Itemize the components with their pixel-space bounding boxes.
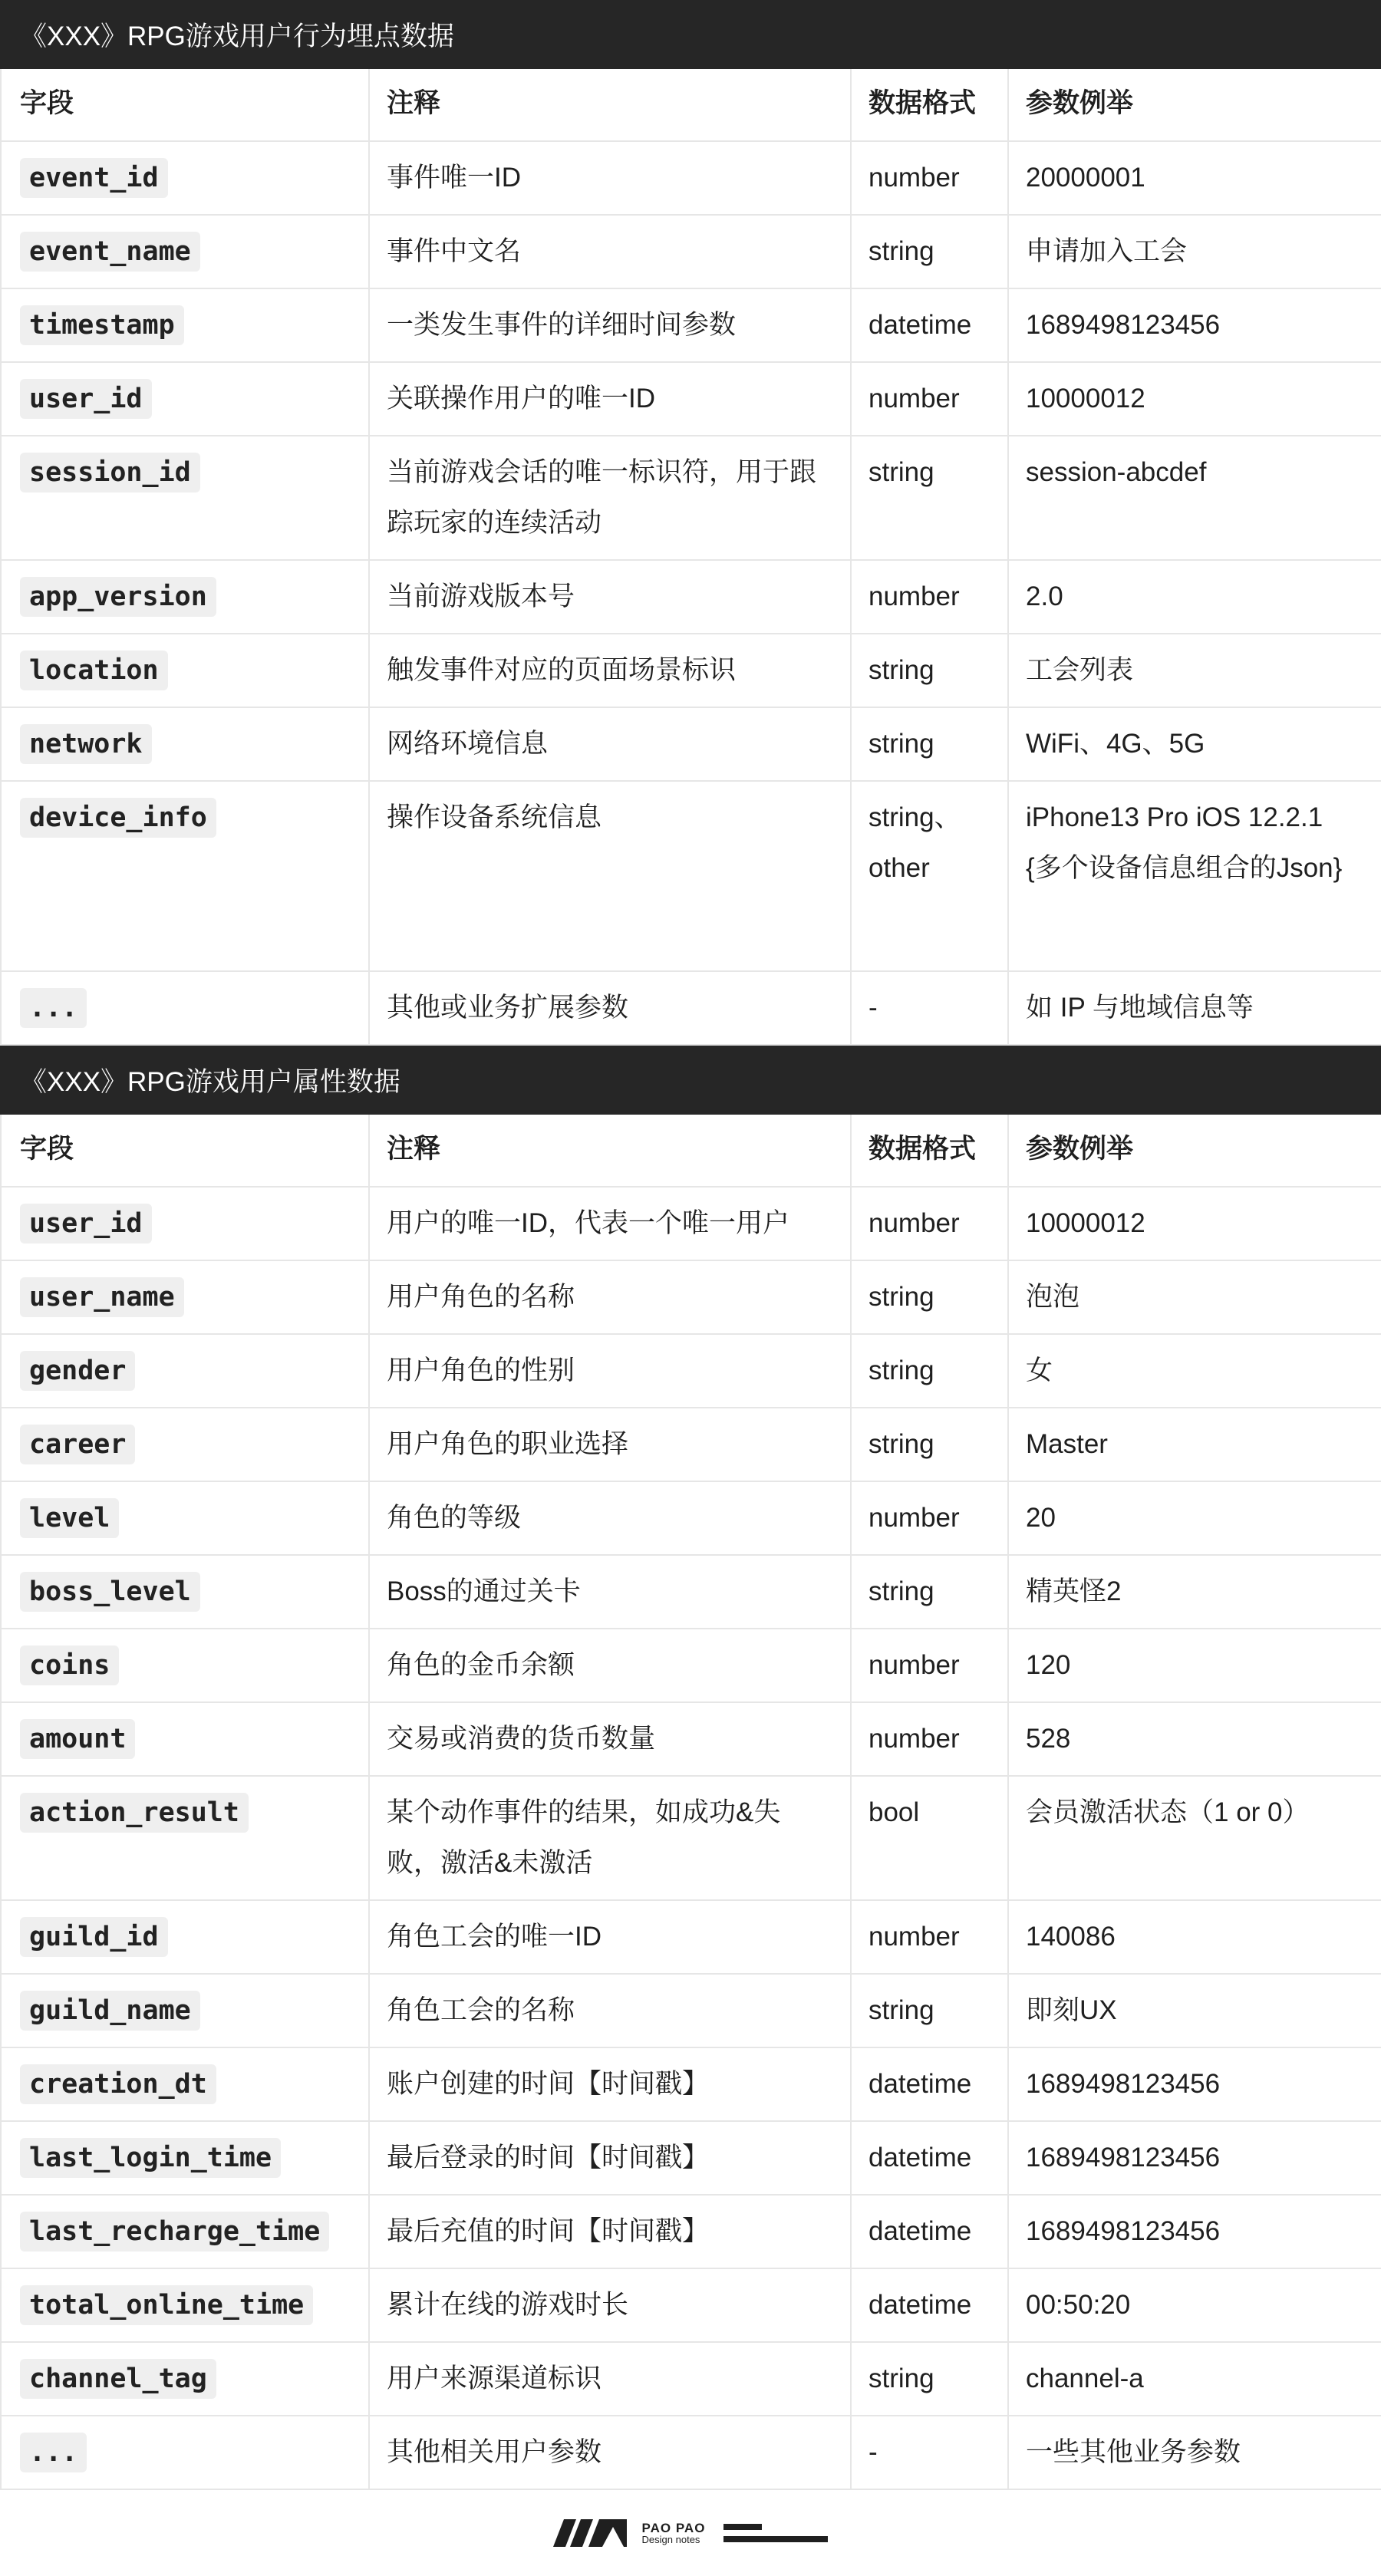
example-cell: 140086: [1008, 1900, 1381, 1974]
example-cell: session-abcdef: [1008, 436, 1381, 560]
section-title-behavior: 《XXX》RPG游戏用户行为埋点数据: [0, 0, 1381, 69]
note-cell: 当前游戏版本号: [369, 560, 851, 634]
field-code: guild_id: [20, 1917, 168, 1957]
table-row: [1, 1481, 1381, 1555]
example-cell: 即刻UX: [1008, 1974, 1381, 2047]
example-cell: Master: [1008, 1408, 1381, 1481]
note-cell: 其他或业务扩展参数: [369, 971, 851, 1045]
format-cell: string: [851, 1555, 1008, 1629]
footer-logo: [0, 2510, 1381, 2556]
note-cell: 事件中文名: [369, 215, 851, 288]
note-cell: 用户角色的职业选择: [369, 1408, 851, 1481]
table-row: [1, 2195, 1381, 2268]
table-row: [1, 2342, 1381, 2416]
field-cell: [1, 436, 369, 560]
table-header-row: [1, 1115, 1381, 1187]
header-example: 参数例举: [1008, 1115, 1381, 1187]
table-row: [1, 1334, 1381, 1408]
note-cell: 角色的等级: [369, 1481, 851, 1555]
field-cell: [1, 560, 369, 634]
header-format: 数据格式: [851, 69, 1008, 141]
format-cell: string、other: [851, 781, 1008, 971]
example-cell: 1689498123456: [1008, 2195, 1381, 2268]
brand-logo-icon: [553, 2519, 630, 2547]
table-row: [1, 1776, 1381, 1900]
example-cell: 528: [1008, 1702, 1381, 1776]
example-cell: 一些其他业务参数: [1008, 2416, 1381, 2489]
field-cell: [1, 215, 369, 288]
example-cell: 如 IP 与地域信息等: [1008, 971, 1381, 1045]
example-cell: 女: [1008, 1334, 1381, 1408]
note-cell: 关联操作用户的唯一ID: [369, 362, 851, 436]
note-cell: 交易或消费的货币数量: [369, 1702, 851, 1776]
note-cell: 操作设备系统信息: [369, 781, 851, 971]
note-cell: 最后登录的时间【时间戳】: [369, 2121, 851, 2195]
format-cell: datetime: [851, 2195, 1008, 2268]
table-row: [1, 436, 1381, 560]
format-cell: datetime: [851, 2047, 1008, 2121]
table-row: [1, 2268, 1381, 2342]
example-cell: 1689498123456: [1008, 2047, 1381, 2121]
field-code: last_recharge_time: [20, 2212, 329, 2252]
table-row: [1, 781, 1381, 971]
note-cell: 账户创建的时间【时间戳】: [369, 2047, 851, 2121]
field-cell: [1, 362, 369, 436]
table-row: [1, 1555, 1381, 1629]
field-code: career: [20, 1425, 135, 1464]
field-code: gender: [20, 1351, 135, 1391]
field-code: action_result: [20, 1793, 249, 1833]
attributes-table: [0, 1115, 1381, 2490]
field-code: network: [20, 724, 152, 764]
section-title-attributes: 《XXX》RPG游戏用户属性数据: [0, 1046, 1381, 1115]
format-cell: string: [851, 1260, 1008, 1334]
table-row: [1, 2416, 1381, 2489]
field-code: amount: [20, 1719, 135, 1759]
field-cell: [1, 1334, 369, 1408]
brand-wordmark: [642, 2522, 706, 2545]
format-cell: datetime: [851, 288, 1008, 362]
table-row: [1, 1408, 1381, 1481]
example-cell: 泡泡: [1008, 1260, 1381, 1334]
table-row: [1, 560, 1381, 634]
table-row: [1, 1974, 1381, 2047]
example-cell: 申请加入工会: [1008, 215, 1381, 288]
field-cell: [1, 288, 369, 362]
example-cell: 20000001: [1008, 141, 1381, 215]
field-cell: [1, 141, 369, 215]
note-cell: 最后充值的时间【时间戳】: [369, 2195, 851, 2268]
field-cell: [1, 2416, 369, 2489]
field-cell: [1, 1900, 369, 1974]
brand-bars-icon: [723, 2524, 828, 2542]
note-cell: 某个动作事件的结果，如成功&失败，激活&未激活: [369, 1776, 851, 1900]
brand-name: PAO PAO: [641, 2521, 706, 2535]
note-cell: 角色工会的名称: [369, 1974, 851, 2047]
header-field: 字段: [1, 1115, 369, 1187]
field-cell: [1, 1481, 369, 1555]
field-code: guild_name: [20, 1991, 200, 2031]
note-cell: 用户的唯一ID，代表一个唯一用户: [369, 1187, 851, 1260]
format-cell: number: [851, 1481, 1008, 1555]
field-cell: [1, 707, 369, 781]
example-cell: 1689498123456: [1008, 288, 1381, 362]
format-cell: string: [851, 215, 1008, 288]
table-row: [1, 288, 1381, 362]
example-cell: 10000012: [1008, 362, 1381, 436]
note-cell: 用户角色的名称: [369, 1260, 851, 1334]
note-cell: Boss的通过关卡: [369, 1555, 851, 1629]
field-code: app_version: [20, 577, 216, 617]
format-cell: number: [851, 1187, 1008, 1260]
field-cell: [1, 1187, 369, 1260]
field-code: timestamp: [20, 305, 184, 345]
table-row: [1, 971, 1381, 1045]
example-cell: 10000012: [1008, 1187, 1381, 1260]
note-cell: 网络环境信息: [369, 707, 851, 781]
example-cell: 20: [1008, 1481, 1381, 1555]
note-cell: 角色工会的唯一ID: [369, 1900, 851, 1974]
field-cell: [1, 1260, 369, 1334]
field-code: user_id: [20, 379, 152, 419]
format-cell: number: [851, 362, 1008, 436]
table-row: [1, 141, 1381, 215]
example-cell: 2.0: [1008, 560, 1381, 634]
format-cell: bool: [851, 1776, 1008, 1900]
format-cell: number: [851, 141, 1008, 215]
format-cell: number: [851, 1629, 1008, 1702]
field-cell: [1, 634, 369, 707]
format-cell: string: [851, 634, 1008, 707]
format-cell: -: [851, 2416, 1008, 2489]
field-cell: [1, 1555, 369, 1629]
field-cell: [1, 2121, 369, 2195]
table-row: [1, 1629, 1381, 1702]
behavior-table: [0, 69, 1381, 1046]
field-code: channel_tag: [20, 2359, 216, 2399]
note-cell: 事件唯一ID: [369, 141, 851, 215]
format-cell: string: [851, 436, 1008, 560]
example-cell: 工会列表: [1008, 634, 1381, 707]
note-cell: 当前游戏会话的唯一标识符，用于跟踪玩家的连续活动: [369, 436, 851, 560]
brand-tagline: Design notes: [641, 2534, 700, 2545]
note-cell: 用户角色的性别: [369, 1334, 851, 1408]
note-cell: 累计在线的游戏时长: [369, 2268, 851, 2342]
field-cell: [1, 1702, 369, 1776]
table-row: [1, 1260, 1381, 1334]
format-cell: datetime: [851, 2268, 1008, 2342]
field-code: user_name: [20, 1277, 184, 1317]
format-cell: number: [851, 1900, 1008, 1974]
note-cell: 一类发生事件的详细时间参数: [369, 288, 851, 362]
example-cell: 120: [1008, 1629, 1381, 1702]
table-row: [1, 2047, 1381, 2121]
header-note: 注释: [369, 69, 851, 141]
field-code: user_id: [20, 1204, 152, 1244]
format-cell: string: [851, 1334, 1008, 1408]
example-cell: 精英怪2: [1008, 1555, 1381, 1629]
format-cell: -: [851, 971, 1008, 1045]
field-code: session_id: [20, 453, 200, 492]
header-field: 字段: [1, 69, 369, 141]
table-row: [1, 215, 1381, 288]
table-row: [1, 362, 1381, 436]
note-cell: 角色的金币余额: [369, 1629, 851, 1702]
field-cell: [1, 2195, 369, 2268]
field-code: creation_dt: [20, 2064, 216, 2104]
field-cell: [1, 1974, 369, 2047]
field-code: boss_level: [20, 1572, 200, 1612]
header-format: 数据格式: [851, 1115, 1008, 1187]
example-cell: 1689498123456: [1008, 2121, 1381, 2195]
format-cell: number: [851, 560, 1008, 634]
field-code: event_name: [20, 232, 200, 272]
field-cell: [1, 1408, 369, 1481]
field-code: location: [20, 651, 168, 690]
format-cell: string: [851, 1408, 1008, 1481]
field-code: last_login_time: [20, 2138, 281, 2178]
table-row: [1, 634, 1381, 707]
example-cell: 会员激活状态（1 or 0）: [1008, 1776, 1381, 1900]
field-cell: [1, 2342, 369, 2416]
table-header-row: [1, 69, 1381, 141]
field-code: ...: [20, 2433, 87, 2472]
table-row: [1, 2121, 1381, 2195]
table-row: [1, 707, 1381, 781]
field-code: level: [20, 1498, 119, 1538]
field-cell: [1, 781, 369, 971]
field-code: event_id: [20, 158, 168, 198]
example-cell: channel-a: [1008, 2342, 1381, 2416]
note-cell: 其他相关用户参数: [369, 2416, 851, 2489]
header-example: 参数例举: [1008, 69, 1381, 141]
table-row: [1, 1187, 1381, 1260]
field-cell: [1, 971, 369, 1045]
example-cell: iPhone13 Pro iOS 12.2.1 {多个设备信息组合的Json}: [1008, 781, 1381, 971]
format-cell: string: [851, 707, 1008, 781]
field-cell: [1, 2047, 369, 2121]
table-row: [1, 1900, 1381, 1974]
format-cell: string: [851, 1974, 1008, 2047]
format-cell: number: [851, 1702, 1008, 1776]
field-code: coins: [20, 1645, 119, 1685]
example-cell: 00:50:20: [1008, 2268, 1381, 2342]
example-cell: WiFi、4G、5G: [1008, 707, 1381, 781]
note-cell: 触发事件对应的页面场景标识: [369, 634, 851, 707]
note-cell: 用户来源渠道标识: [369, 2342, 851, 2416]
format-cell: string: [851, 2342, 1008, 2416]
table-row: [1, 1702, 1381, 1776]
field-cell: [1, 1629, 369, 1702]
field-cell: [1, 2268, 369, 2342]
field-code: total_online_time: [20, 2285, 313, 2325]
field-code: ...: [20, 988, 87, 1028]
field-code: device_info: [20, 798, 216, 838]
format-cell: datetime: [851, 2121, 1008, 2195]
header-note: 注释: [369, 1115, 851, 1187]
field-cell: [1, 1776, 369, 1900]
